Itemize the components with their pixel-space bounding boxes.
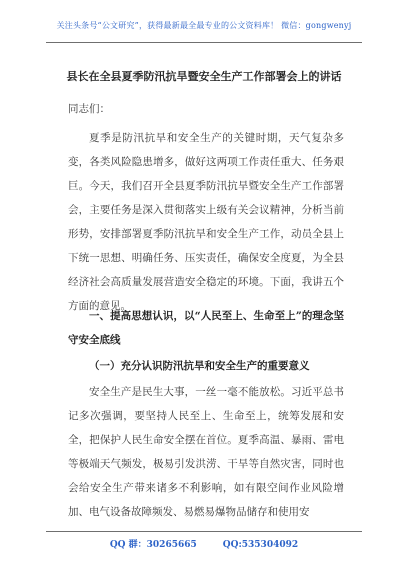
header-divider [46,42,362,43]
intro-paragraph: 夏季是防汛抗旱和安全生产的关键时期，天气复杂多变，各类风险隐患增多，做好这两项工作责任重大、任务艰巨。今天，我们召开全县夏季防汛抗旱暨安全生产工作部署会，主要任务是深入贯彻落实上级有关会议精神，分析当前形势，安排部署夏季防汛抗旱和安全生产工作，动员全县上下统一思想、明确任务、压实责任，确保安全度夏，为全县经济社会高质量发展营造安全稳定的环境。下面，我讲五个方面的意见。 [68,132,344,312]
subsection-1-heading: （一）充分认识防汛抗旱和安全生产的重要意义 [89,360,310,372]
salutation: 同志们： [68,103,110,115]
document-title: 县长在全县夏季防汛抗旱暨安全生产工作部署会上的讲话 [66,70,342,83]
qq-group-number: QQ 群：30265665 [109,540,197,550]
header-banner: 关注头条号“公文研究”，获得最新最全最专业的公文资料库！ 微信：gongwenyj [56,21,352,30]
footer-contact [0,537,408,550]
body-paragraph: 安全生产是民生大事，一丝一毫不能放松。习近平总书记多次强调，要坚持人民至上、生命至上，统筹发展和安全，把保护人民生命安全摆在首位。夏季高温、暴雨、雷电等极端天气频发，极易引发洪涝、干旱等自然灾害，同时也会给安全生产带来诸多不利影响，如有限空间作业风险增加、电气设备故障频发、易燃易爆物品储存和使用安 [68,386,344,518]
section-1-heading: 一、提高思想认识，以“人民至上、生命至上”的理念坚守安全底线 [68,310,344,346]
qq-number: QQ:535304092 [222,540,299,550]
footer-divider [46,531,362,532]
